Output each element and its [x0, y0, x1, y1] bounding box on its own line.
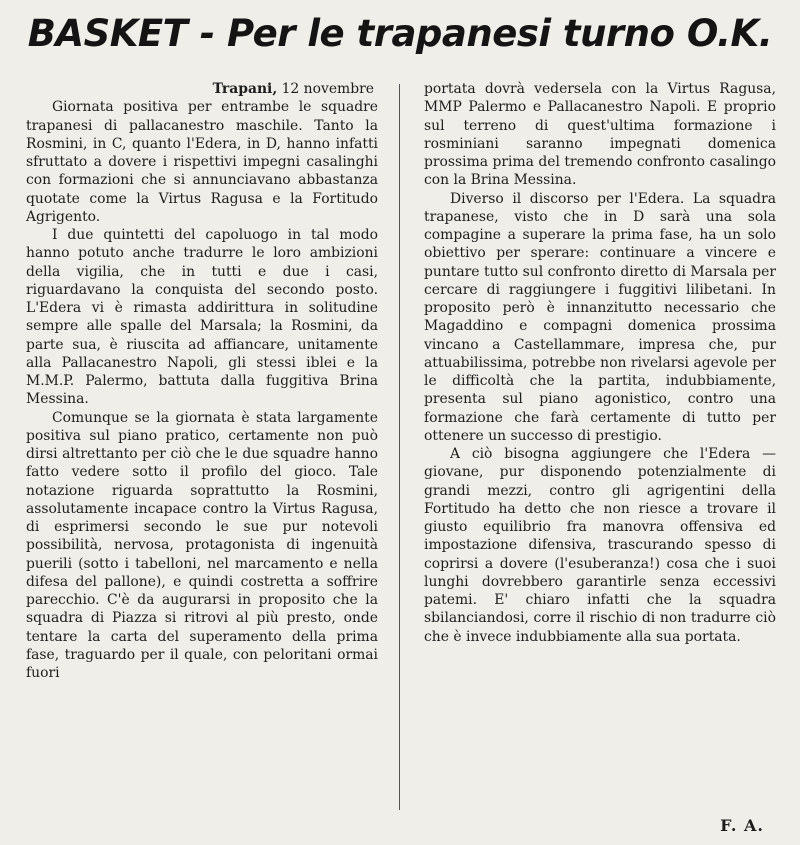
dateline-city: Trapani,: [212, 81, 278, 97]
paragraph: Giornata positiva per entrambe le squadre trapanesi di pallacanestro maschile. Tanto la Rosmini, in C, quanto l'Edera, in D, hanno infatti sfruttato a dovere i rispettivi impegni casalinghi con formazioni che si annunciavano abbastanza quotate come la Virtus Ragusa e la Fortitudo Agrigento.: [26, 99, 378, 225]
article-column-left: [26, 80, 378, 682]
paragraph: A ciò bisogna aggiungere che l'Edera — giovane, pur disponendo potenzialmente di grandi mezzi, contro gli agrigentini della Fortitudo ha detto che non riesce a trovare il giusto equilibrio fra manovra offensiva ed impostazione difensiva, trascurando spesso di coprirsi a dovere (l'esuberanza!) cosa che i suoi lunghi dovrebbero garantirle senza eccessivi patemi. E' chiaro infatti che la squadra sbilanciandosi, corre il rischio di non tradurre ciò che è invece indubbiamente alla sua portata.: [424, 446, 776, 645]
dateline: [26, 80, 378, 98]
author-signature: F. A.: [720, 816, 764, 835]
article-column-right: [424, 80, 776, 646]
article-headline: BASKET - Per le trapanesi turno O.K.: [27, 12, 773, 55]
paragraph: portata dovrà vedersela con la Virtus Ragusa, MMP Palermo e Pallacanestro Napoli. E proprio sul terreno di quest'ultima formazione i rosminiani saranno impegnati domenica prossima prima del tremendo confronto casalingo con la Brina Messina.: [424, 81, 776, 189]
paragraph: Comunque se la giornata è stata largamente positiva sul piano pratico, certamente non può dirsi altrettanto per ciò che le due squadre hanno fatto vedere sotto il profilo del gioco. Tale notazione riguarda soprattutto la Rosmini, assolutamente incapace contro la Virtus Ragusa, di esprimersi secondo le sue pur notevoli possibilità, nervosa, protagonista di ingenuità puerili (sotto i tabelloni, nel marcamento e nella difesa del pallone), e quindi costretta a soffrire parecchio. C'è da augurarsi in proposito che la squadra di Piazza si ritrovi al più presto, onde tentare la carta del superamento della prima fase, traguardo per il quale, con peloritani ormai fuori: [26, 409, 378, 681]
column-divider: [399, 84, 400, 810]
paragraph: I due quintetti del capoluogo in tal modo hanno potuto anche tradurre le loro ambizioni della vigilia, che in tutti e due i casi, riguardavano la conquista del secondo posto. L'Edera vi è rimasta addirittura in solitudine sempre alle spalle del Marsala; la Rosmini, da parte sua, è riuscita ad affiancare, unitamente alla Pallacanestro Napoli, gli stessi iblei e la M.M.P. Palermo, battuta dalla fuggitiva Brina Messina.: [26, 227, 378, 408]
paragraph: Diverso il discorso per l'Edera. La squadra trapanese, visto che in D sarà una sola compagine a superare la prima fase, ha un solo obiettivo per sperare: continuare a vincere e puntare tutto sul confronto diretto di Marsala per cercare di raggiungere i fuggitivi lilibetani. In proposito però è innanzitutto necessario che Magaddino e compagni domenica prossima vincano a Castellammare, impresa che, pur attuabilissima, potrebbe non rivelarsi agevole per le difficoltà che la partita, indubbiamente, presenta sul piano agonistico, contro una formazione che farà certamente di tutto per ottenere un successo di prestigio.: [424, 190, 776, 444]
dateline-date: 12 novembre: [281, 81, 374, 97]
